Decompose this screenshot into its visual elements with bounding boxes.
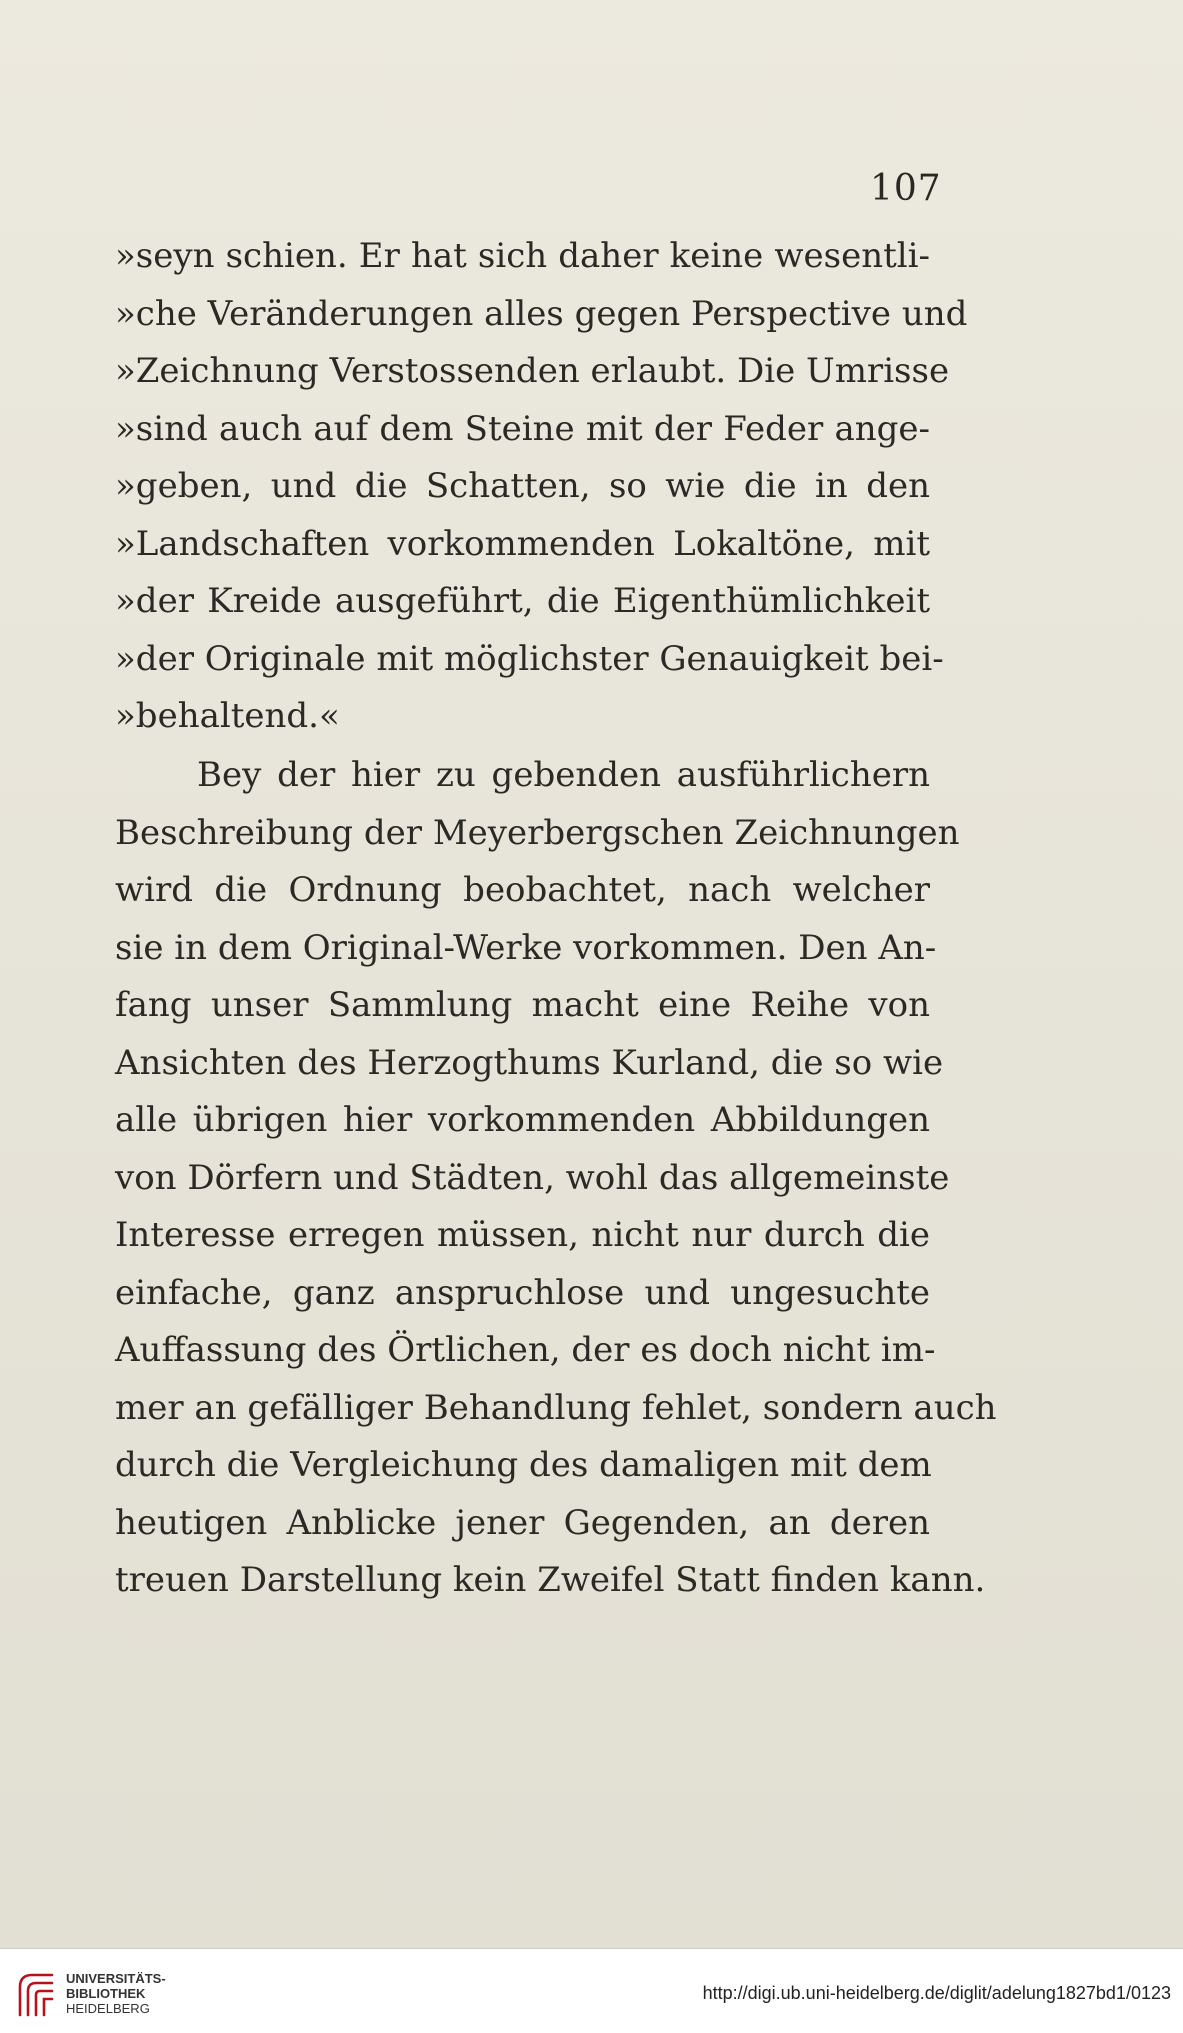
text-line: »Landschaften vorkommenden Lokaltöne, mit xyxy=(115,523,930,564)
text-line: Auffassung des Örtlichen, der es doch nicht im- xyxy=(115,1330,936,1370)
text-line: »der Kreide ausgeführt, die Eigenthümlichkeit xyxy=(115,581,930,621)
permalink-url[interactable]: http://digi.ub.uni-heidelberg.de/diglit/adelung1827bd1/0123 xyxy=(702,1983,1171,2003)
text-line: sie in dem Original-Werke vorkommen. Den An- xyxy=(115,927,937,968)
text-line: einfache, ganz anspruchlose und ungesuchte xyxy=(115,1272,930,1313)
text-line: Bey der hier zu gebenden ausführlichern xyxy=(197,755,930,795)
text-line: alle übrigen hier vorkommenden Abbildungen xyxy=(115,1100,930,1140)
text-line: »geben, und die Schatten, so wie die in den xyxy=(115,466,930,506)
text-line: treuen Darstellung kein Zweifel Statt finden kann. xyxy=(115,1560,986,1600)
text-line: Interesse erregen müssen, nicht nur durch die xyxy=(115,1215,930,1255)
library-name-line: BIBLIOTHEK xyxy=(66,1986,146,2001)
paragraph-block xyxy=(115,747,997,1610)
text-line: wird die Ordnung beobachtet, nach welcher xyxy=(115,870,930,910)
quote-block xyxy=(115,228,968,746)
text-line: mer an gefälliger Behandlung fehlet, sondern auch xyxy=(115,1387,997,1428)
viewer-footer xyxy=(0,1948,1183,2033)
text-line: von Dörfern und Städten, wohl das allgemeinste xyxy=(115,1157,950,1198)
text-line: durch die Vergleichung des damaligen mit dem xyxy=(115,1445,932,1485)
text-line: fang unser Sammlung macht eine Reihe von xyxy=(115,985,930,1025)
text-line: »Zeichnung Verstossenden erlaubt. Die Umrisse xyxy=(115,351,950,391)
text-line: Ansichten des Herzogthums Kurland, die so wie xyxy=(115,1042,944,1083)
text-line: »der Originale mit möglichster Genauigkeit bei- xyxy=(115,638,944,679)
text-line: »che Veränderungen alles gegen Perspective und xyxy=(115,293,968,334)
text-line: Beschreibung der Meyerbergschen Zeichnungen xyxy=(115,812,960,853)
page-number: 107 xyxy=(870,168,942,209)
library-name-line: HEIDELBERG xyxy=(66,2001,150,2016)
library-name xyxy=(66,1971,166,2016)
text-line: heutigen Anblicke jener Gegenden, an deren xyxy=(115,1502,930,1543)
library-name-line: UNIVERSITÄTS- xyxy=(66,1971,166,1986)
ub-heidelberg-logo-icon xyxy=(14,1969,58,2019)
text-line: »sind auch auf dem Steine mit der Feder ange- xyxy=(115,408,930,449)
text-line: »behaltend.« xyxy=(115,696,340,736)
text-line: »seyn schien. Er hat sich daher keine wesentli- xyxy=(115,236,930,276)
